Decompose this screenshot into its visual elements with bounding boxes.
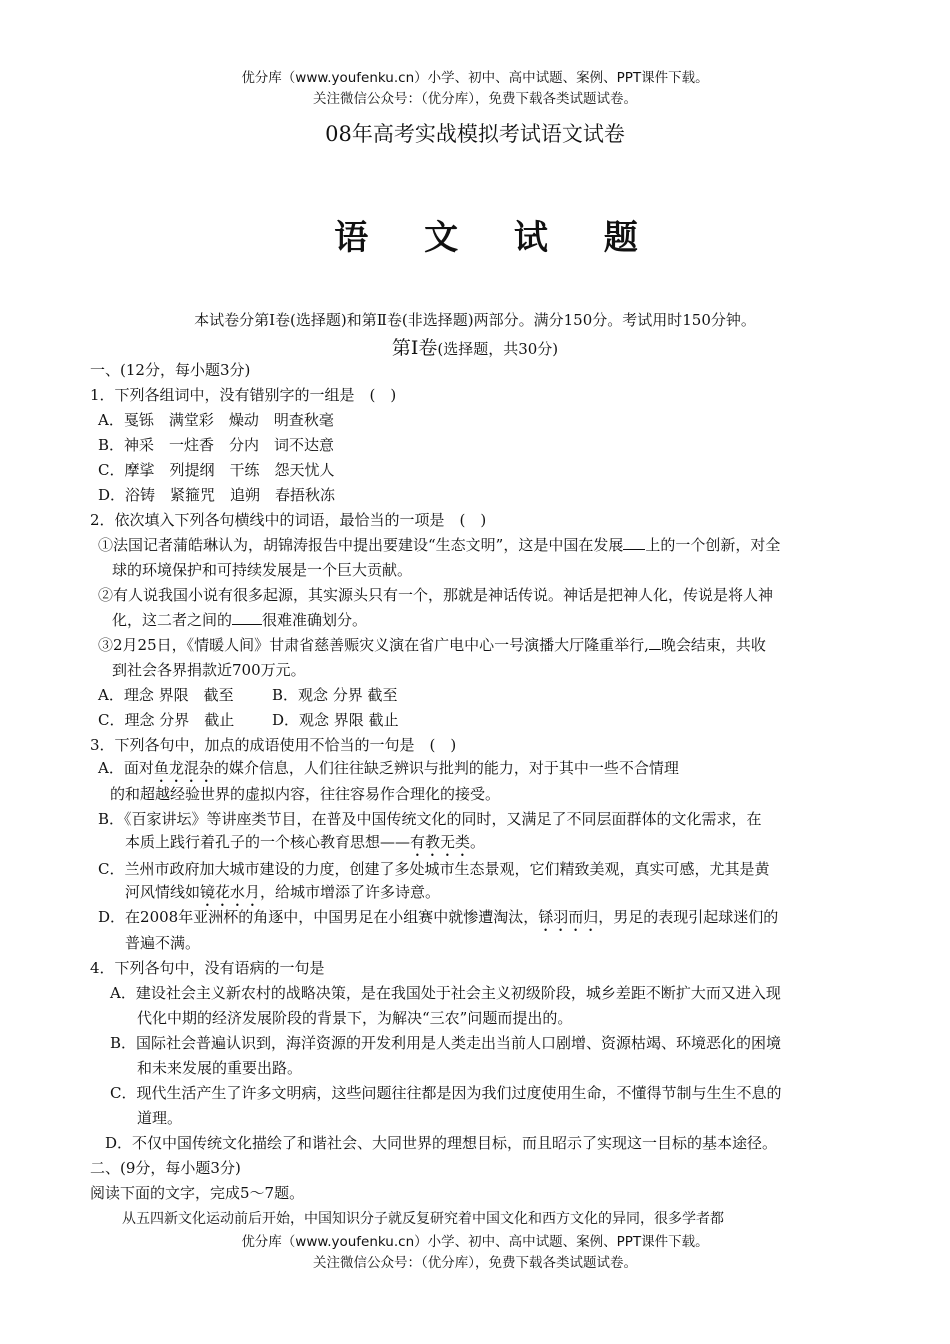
q3-a-post: 的媒介信息，人们往往缺乏辨识与批判的能力，对于其中一些不合情理 (213, 759, 679, 777)
blank-line (623, 537, 645, 550)
q2-s1-part-a: ①法国记者蒲皓琳认为，胡锦涛报告中提出要建设“生态文明”，这是中国在发展 (98, 536, 624, 554)
q3-b-idiom: 有教无类 (410, 833, 471, 851)
q2-option-d: D．观念 界限 截止 (272, 711, 399, 729)
part-1-sub: (选择题，共30分) (437, 340, 559, 358)
q2-s3-part-b: 晚会结束，共收 (660, 636, 766, 654)
q3-option-b: B．《百家讲坛》等讲座类节目，在普及中国传统文化的同时，又满足了不同层面群体的文化需求，在 (98, 810, 762, 828)
q4-stem: 4．下列各句中，没有语病的一句是 (90, 959, 325, 977)
q1-option-c: C．摩挲 列提纲 干练 怨天忧人 (98, 461, 335, 479)
part-1-heading (0, 333, 950, 360)
q4-option-d: D．不仅中国传统文化描绘了和谐社会、大同世界的理想目标，而且昭示了实现这一目标的基本途径。 (105, 1134, 778, 1152)
q3-d-post: ，男足的表现引起球迷们的 (598, 908, 779, 926)
passage-first-line: 从五四新文化运动前后开始，中国知识分子就反复研究着中国文化和西方文化的异同，很多学者都 (122, 1211, 724, 1227)
part-1-main: 第Ⅰ卷 (391, 337, 438, 359)
q4-option-a: A．建设社会主义新农村的战略决策，是在我国处于社会主义初级阶段，城乡差距不断扩大而又进入现 (110, 984, 781, 1002)
q3-c-idiom: 镜花水月 (200, 883, 261, 901)
q1-option-d: D．浴铸 紧箍咒 追朔 春捂秋冻 (98, 486, 336, 504)
section-2-heading: 二、(9分，每小题3分) (90, 1159, 241, 1177)
q2-s2-part-c: 很难准确划分。 (262, 611, 368, 629)
q1-option-a: A．戛铄 满堂彩 燥动 明查秋毫 (98, 411, 334, 429)
q4-option-c: C．现代生活产生了许多文明病，这些问题往往都是因为我们过度使用生命，不懂得节制与生生不息的 (110, 1084, 782, 1102)
q2-s1-part-b: 上的一个创新，对全 (645, 536, 781, 554)
q2-sentence-1-cont: 球的环境保护和可持续发展是一个巨大贡献。 (112, 561, 413, 579)
section-1-heading: 一、(12分，每小题3分) (90, 361, 251, 379)
exam-title: 语 文 试 题 (334, 218, 660, 258)
q2-stem: 2．依次填入下列各句横线中的词语，最恰当的一项是 ( ) (90, 511, 487, 529)
q3-option-d-cont: 普遍不满。 (125, 934, 201, 952)
q3-stem: 3．下列各句中，加点的成语使用不恰当的一句是 ( ) (90, 736, 457, 754)
q2-option-b: B．观念 分界 截至 (272, 686, 398, 704)
footer-line-2: 关注微信公众号：（优分库），免费下载各类试题试卷。 (313, 1255, 637, 1271)
q3-option-c: C．兰州市政府加大城市建设的力度，创建了多处城市生态景观，它们精致美观，真实可感，尤其是黄 (98, 860, 770, 878)
header-line-2: 关注微信公众号：（优分库），免费下载各类试题试卷。 (313, 91, 637, 107)
q2-sentence-2-cont (112, 609, 367, 630)
blank-line (232, 612, 262, 625)
q3-option-a (98, 757, 679, 786)
q3-c-post: ，给城市增添了许多诗意。 (260, 883, 441, 901)
q1-stem: 1．下列各组词中，没有错别字的一组是 ( ) (90, 386, 397, 404)
reading-instruction: 阅读下面的文字，完成5～7题。 (90, 1184, 305, 1202)
q4-option-b-cont: 和未来发展的重要出路。 (137, 1059, 303, 1077)
q3-b-post: 。 (470, 833, 486, 851)
q3-d-idiom: 铩羽而归 (538, 908, 599, 926)
q2-sentence-1 (98, 534, 780, 555)
q1-option-b: B．神采 一炷香 分内 词不达意 (98, 436, 335, 454)
q3-d-pre: D．在2008年亚洲杯的角逐中，中国男足在小组赛中就惨遭淘汰， (98, 908, 539, 926)
q4-option-c-cont: 道理。 (137, 1109, 183, 1127)
q4-option-a-cont: 代化中期的经济发展阶段的背景下，为解决“三农”问题而提出的。 (137, 1009, 573, 1027)
header-line-1: 优分库（www.youfenku.cn）小学、初中、高中试题、案例、PPT课件下载。 (241, 70, 709, 86)
q2-sentence-3-cont: 到社会各界捐款近700万元。 (112, 661, 306, 679)
footer-line-1: 优分库（www.youfenku.cn）小学、初中、高中试题、案例、PPT课件下载。 (241, 1234, 709, 1250)
q3-a-idiom: 鱼龙混杂 (153, 759, 214, 777)
q2-s3-part-a: ③2月25日，《情暖人间》甘肃省慈善赈灾义演在省广电中心一号演播大厅隆重举行, (98, 636, 649, 654)
q3-option-d (98, 906, 778, 935)
q3-a-pre: A．面对 (98, 759, 154, 777)
q3-option-b-cont (125, 831, 485, 860)
q2-sentence-2: ②有人说我国小说有很多起源，其实源头只有一个，那就是神话传说。神话是把神人化，传说是将人神 (98, 586, 774, 604)
q3-b-pre: 本质上践行着孔子的一个核心教育思想—— (125, 833, 411, 851)
q2-option-a: A．理念 界限 截至 (98, 686, 234, 704)
intro-text: 本试卷分第Ⅰ卷(选择题)和第Ⅱ卷(非选择题)两部分。满分150分。考试用时150分钟。 (194, 311, 756, 329)
document-title: 08年高考实战模拟考试语文试卷 (325, 122, 625, 146)
q4-option-b: B．国际社会普遍认识到，海洋资源的开发利用是人类走出当前人口剧增、资源枯竭、环境恶化的困境 (110, 1034, 782, 1052)
q2-option-c: C．理念 分界 截止 (98, 711, 235, 729)
q2-sentence-3 (98, 634, 766, 655)
blank-line (649, 637, 661, 650)
q3-c-pre: 河风情线如 (125, 883, 201, 901)
q2-s2-part-b: 化，这二者之间的 (112, 611, 233, 629)
q3-option-a-cont: 的和超越经验世界的虚拟内容，往往容易作合理化的接受。 (110, 785, 501, 803)
